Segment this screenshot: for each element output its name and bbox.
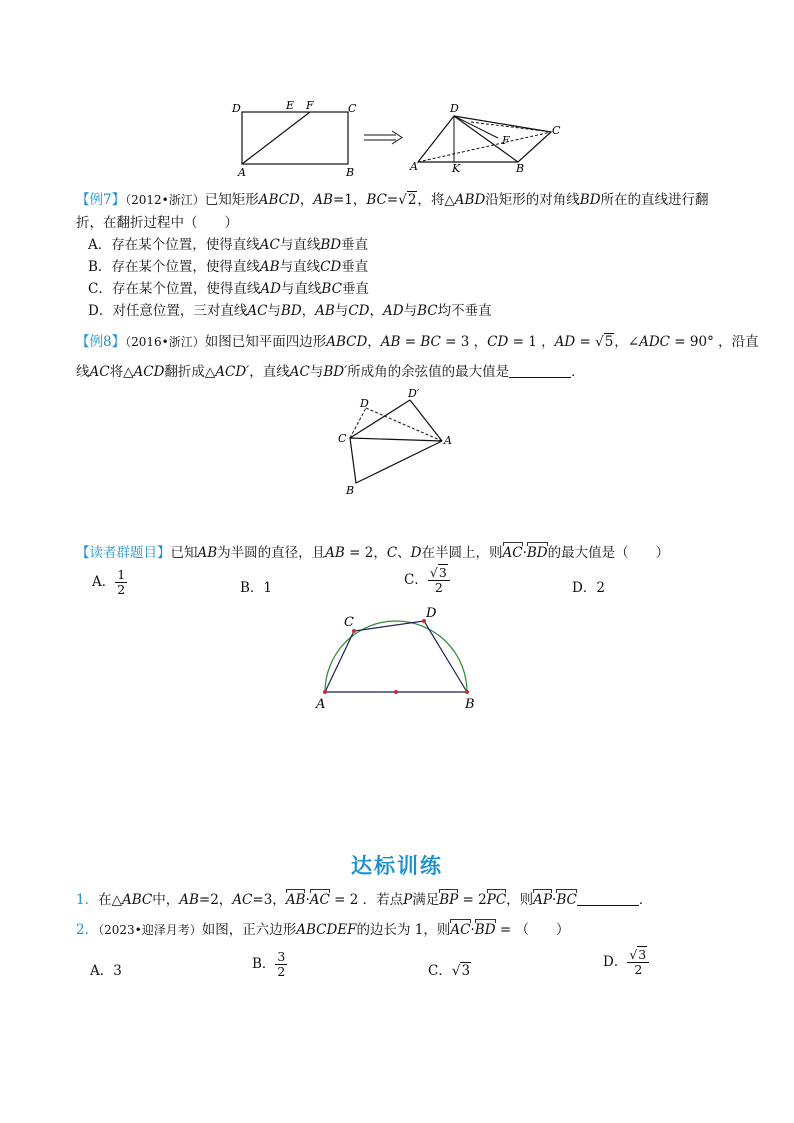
text: =2， — [198, 892, 233, 908]
text: ABCD — [326, 334, 368, 350]
text: 1 — [117, 567, 126, 582]
text: 满足 — [412, 892, 440, 908]
reader-option-d[interactable] — [572, 576, 605, 596]
text: ABD — [454, 192, 486, 208]
text: BD — [280, 303, 302, 319]
label-A2: A — [410, 160, 418, 173]
text: ACD — [133, 364, 165, 380]
text: AC — [289, 364, 310, 380]
text: 与 — [403, 303, 418, 319]
label-C: C — [348, 102, 357, 115]
text: 垂直 — [341, 237, 369, 253]
label-D: D — [426, 606, 437, 621]
text: ， — [367, 334, 381, 350]
label-B: B — [346, 166, 355, 179]
fraction: $\frac{√3}{2}$ — [627, 948, 649, 977]
text: = （ ） — [495, 922, 570, 938]
label-E: E — [286, 99, 295, 112]
text: BC — [321, 281, 342, 297]
label-D: D — [360, 397, 369, 410]
text: 存在某个位置，使得直线 — [111, 281, 261, 297]
label-C: C — [338, 432, 347, 445]
text: 3 — [461, 963, 471, 979]
text: C． — [88, 281, 112, 297]
fraction: $\frac{√3}{2}$ — [428, 566, 450, 595]
problem-2 — [76, 918, 569, 938]
label-A: A — [238, 166, 246, 179]
vector-bd: BD — [526, 545, 548, 561]
text: AB — [380, 334, 401, 350]
text: 、 — [397, 545, 411, 561]
text: C． — [428, 963, 452, 979]
text: A． — [92, 574, 116, 590]
text: 3 — [277, 949, 286, 964]
text: AD — [554, 334, 576, 350]
text: 3 — [638, 947, 647, 962]
text: · — [522, 545, 527, 561]
p2-option-c[interactable]: C．√3 — [428, 963, 471, 979]
label-C2: C — [552, 124, 561, 137]
text: 2 — [634, 962, 643, 977]
text: 线 — [76, 364, 90, 380]
text: AB — [259, 259, 280, 275]
text: BD — [320, 237, 342, 253]
text: = 3 ， — [440, 334, 488, 350]
ex7-option-c[interactable] — [88, 277, 369, 297]
text: AB — [315, 303, 335, 319]
vector-ap: AP — [533, 892, 553, 908]
label-B: B — [346, 484, 355, 497]
text: ABC — [121, 892, 153, 908]
text: AC — [247, 303, 268, 319]
label-F: F — [306, 99, 314, 112]
vector-ac: AC — [450, 922, 471, 938]
text: A． — [90, 963, 114, 979]
text: ． — [571, 364, 585, 380]
answer-blank[interactable] — [577, 893, 639, 906]
text: AB — [313, 192, 333, 208]
rectangle-fold-figure — [226, 98, 576, 180]
ex8-tag: 【例8】 — [76, 334, 126, 350]
text: = 2 ．若点 — [329, 892, 404, 908]
reader-option-b[interactable] — [240, 576, 272, 596]
fraction — [115, 568, 127, 597]
text: 与 — [267, 303, 281, 319]
text: BC — [366, 192, 387, 208]
text: AB — [325, 545, 345, 561]
text: 的边长为 1，则 — [356, 922, 451, 938]
sqrt-5: 5 — [604, 334, 614, 350]
text: 与 — [334, 303, 349, 319]
vector-ab: AB — [285, 892, 306, 908]
text: B． — [88, 259, 112, 275]
text: 对任意位置，三对直线 — [112, 303, 248, 319]
semicircle-figure — [310, 604, 482, 712]
text: 垂直 — [341, 259, 369, 275]
vector-bd: BD — [474, 922, 496, 938]
text: 翻折成△ — [164, 364, 216, 380]
text: =1， — [332, 192, 367, 208]
text: B． — [252, 956, 276, 972]
text: BC — [420, 334, 441, 350]
text: 将△ — [109, 364, 134, 380]
text: 存在某个位置，使得直线 — [111, 259, 260, 275]
text: 所在的直线进行翻 — [600, 192, 709, 208]
ex8-line-1: 【例8】（2016•浙江）如图已知平面四边形ABCD，AB = BC = 3 ，CD = 1 ，AD = √5，∠ADC = 90° ，沿直 — [76, 334, 759, 350]
text: B． — [240, 580, 264, 596]
text: ， — [299, 192, 314, 208]
text: 为半圆的直径，且 — [217, 545, 326, 561]
text: = 1 ， — [508, 334, 555, 350]
p2-option-b[interactable] — [252, 950, 287, 979]
text: 所成角的余弦值的最大值是 — [347, 364, 510, 380]
text: ，直线 — [249, 364, 290, 380]
text: 在△ — [98, 892, 122, 908]
reader-question — [76, 541, 669, 561]
vector-pc: PC — [486, 892, 507, 908]
answer-blank[interactable] — [509, 365, 571, 378]
text: AB — [197, 545, 218, 561]
text: 3 — [438, 565, 447, 580]
text: 中， — [152, 892, 180, 908]
label-C: C — [344, 615, 354, 630]
text: AD — [383, 303, 404, 319]
text: 存在某个位置，使得直线 — [111, 237, 260, 253]
text: D — [410, 545, 422, 561]
text: 已知矩形 — [204, 192, 259, 208]
label-D-prime: D′ — [408, 387, 420, 400]
text: 3 — [113, 963, 122, 979]
text: P — [403, 892, 413, 908]
text: · — [552, 892, 557, 908]
ex7-tag: 【例7】 — [76, 192, 126, 208]
text: = 2， — [344, 545, 387, 561]
text: 在半圆上，则 — [421, 545, 503, 561]
text: 的最大值是（ ） — [547, 545, 670, 561]
text: 与直线 — [279, 259, 321, 275]
text: = — [386, 192, 399, 208]
sqrt-2: 2 — [407, 192, 417, 208]
vector-ac: AC — [309, 892, 330, 908]
text: 1 — [263, 580, 273, 596]
text: AC — [232, 892, 253, 908]
label-K: K — [452, 162, 461, 175]
text: 与直线 — [279, 237, 321, 253]
label-A: A — [316, 697, 326, 712]
text: CD — [487, 334, 509, 350]
label-D: D — [232, 102, 241, 115]
problem-source: （2023•迎泽月考） — [98, 923, 202, 937]
text: D． — [603, 954, 628, 970]
section-title: 达标训练 — [351, 854, 443, 878]
reader-option-c[interactable] — [404, 566, 450, 595]
p2-option-d[interactable] — [603, 948, 649, 977]
text: CD — [348, 303, 370, 319]
text: ，∠ — [614, 334, 640, 350]
text: · — [470, 922, 475, 938]
text: AD — [260, 281, 281, 297]
text: 已知 — [170, 545, 198, 561]
text: D． — [572, 580, 597, 596]
text: BC — [417, 303, 438, 319]
text: BD — [579, 192, 601, 208]
vector-bp: BP — [439, 892, 459, 908]
ex7-line-2: 折，在翻折过程中（ ） — [76, 215, 238, 231]
text: 垂直 — [341, 281, 369, 297]
vector-bc: BC — [556, 892, 577, 908]
fraction — [275, 950, 287, 979]
vector-ac: AC — [502, 545, 523, 561]
text: AC — [89, 364, 110, 380]
text: ． — [638, 892, 653, 908]
text: A． — [88, 237, 112, 253]
label-B2: B — [516, 162, 525, 175]
text: 均不垂直 — [437, 303, 492, 319]
reader-tag: 【读者群题目】 — [76, 545, 171, 561]
ex7-option-a[interactable] — [88, 233, 368, 253]
quadrilateral-fold-figure — [332, 386, 462, 498]
problem-number: 1． — [76, 892, 99, 908]
text: ，则 — [506, 892, 534, 908]
text: 如图已知平面四边形 — [204, 334, 327, 350]
ex7-option-d[interactable] — [88, 299, 492, 319]
text: AB — [179, 892, 199, 908]
label-A: A — [444, 434, 452, 447]
label-F2: F — [502, 134, 510, 147]
arrow-icon — [364, 131, 402, 144]
text: 2 — [596, 580, 605, 596]
text: 2 — [117, 582, 126, 597]
text: = — [575, 334, 596, 350]
text: ACD′ — [215, 364, 250, 380]
ex8-source: （2016•浙江） — [125, 335, 205, 349]
text: 与 — [309, 364, 324, 380]
p2-option-a[interactable] — [90, 959, 122, 979]
label-D2: D — [450, 102, 459, 115]
ex7-source: （2012•浙江） — [125, 193, 205, 207]
text: =3， — [252, 892, 286, 908]
text: ABCDEF — [296, 922, 357, 938]
text: ， — [369, 303, 383, 319]
text: = 2 — [458, 892, 487, 908]
text: ADC — [639, 334, 671, 350]
problem-number: 2． — [76, 922, 99, 938]
text: C． — [404, 572, 428, 588]
text: ABCD — [258, 192, 300, 208]
reader-option-a[interactable] — [92, 568, 127, 597]
text: = — [400, 334, 421, 350]
text: C — [386, 545, 398, 561]
text: 如图，正六边形 — [201, 922, 297, 938]
text: = 90° ，沿直 — [670, 334, 759, 350]
text: CD — [320, 259, 342, 275]
problem-1 — [76, 888, 652, 908]
ex7-line-1: 【例7】（2012•浙江）已知矩形ABCD，AB=1，BC=√2，将△ABD沿矩形的对角线BD所在的直线进行翻 — [76, 192, 709, 208]
text: ， — [301, 303, 316, 319]
text: · — [305, 892, 310, 908]
ex8-line-2 — [76, 360, 585, 380]
text: D． — [88, 303, 113, 319]
ex7-option-b[interactable] — [88, 255, 368, 275]
text: BD′ — [323, 364, 348, 380]
text: AC — [259, 237, 280, 253]
text: 与直线 — [280, 281, 322, 297]
text: 沿矩形的对角线 — [485, 192, 580, 208]
text: 2 — [277, 964, 286, 979]
text: ，将△ — [417, 192, 455, 208]
text: 2 — [434, 580, 443, 595]
label-B: B — [465, 697, 475, 712]
